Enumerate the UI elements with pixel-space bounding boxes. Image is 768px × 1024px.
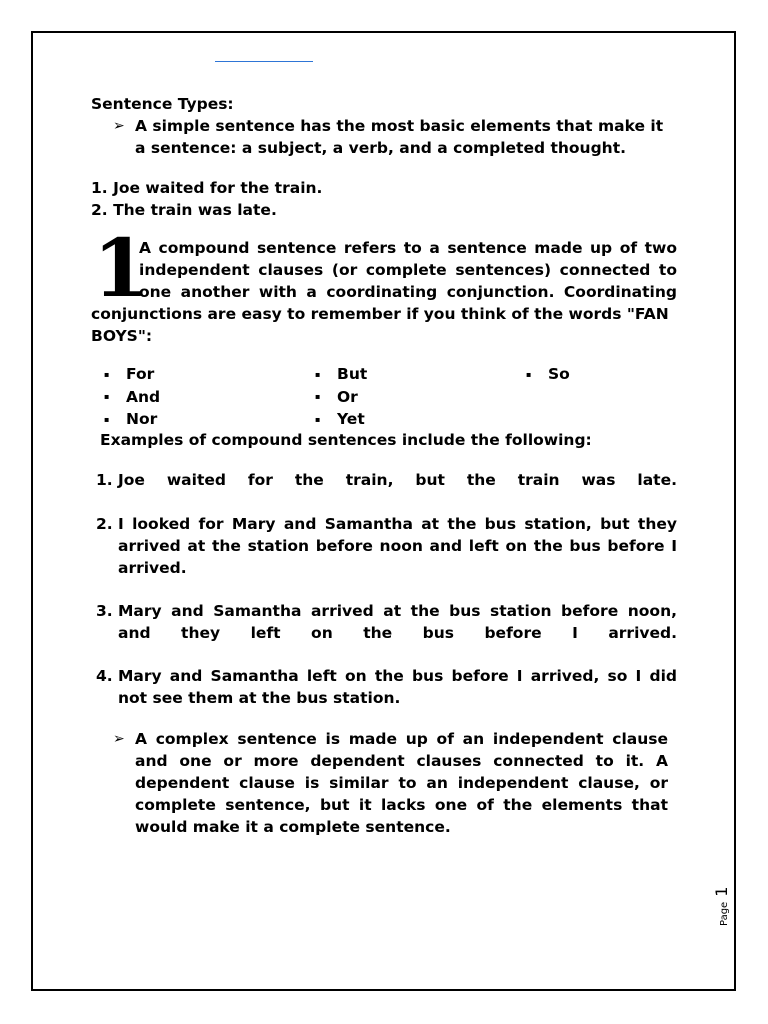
hyperlink-underline[interactable] — [215, 61, 313, 62]
square-bullet-icon: ▪ — [104, 369, 110, 379]
list-item: ▪ For — [104, 363, 160, 386]
compound-text-rest: conjunctions are easy to remember if you think of the words "FAN BOYS": — [91, 305, 669, 345]
square-bullet-icon: ▪ — [315, 392, 321, 401]
drop-cap: 1 — [93, 221, 149, 315]
simple-sentence-text: A simple sentence has the most basic elements that make it a sentence: a subject, a verb, and a completed thought. — [135, 117, 664, 157]
examples-intro: Examples of compound sentences include the following: — [100, 431, 592, 449]
list-item: ▪ Or — [315, 386, 367, 409]
page-number — [712, 887, 731, 927]
page-number-value: 1 — [712, 886, 731, 897]
fanboys-column-2 — [315, 363, 367, 431]
example-text: I looked for Mary and Samantha at the bus station, but they arrived at the station before noon and left on the bus before I arrived. — [118, 515, 677, 577]
square-bullet-icon: ▪ — [526, 369, 532, 379]
list-item: ▪ Yet — [315, 408, 367, 431]
arrow-bullet-icon: ➢ — [113, 731, 125, 747]
example-text: Mary and Samantha arrived at the bus station before noon, and they left on the bus before I arrived. — [118, 602, 677, 642]
fanboys-column-1 — [104, 363, 160, 431]
list-item: ▪ So — [526, 363, 570, 386]
example-number: 4. — [96, 667, 113, 685]
example-text: Mary and Samantha left on the bus before I arrived, so I did not see them at the bus station. — [118, 667, 677, 707]
example-number: 1. — [96, 471, 113, 489]
fanboys-column-3 — [526, 363, 570, 386]
compound-line-1: A compound sentence refers to a sentence made up of two — [139, 239, 677, 257]
square-bullet-icon: ▪ — [315, 414, 321, 424]
arrow-bullet-icon: ➢ — [113, 118, 125, 134]
compound-line-2: independent clauses (or complete sentences) connected to — [139, 261, 677, 279]
square-bullet-icon: ▪ — [104, 392, 110, 401]
example-number: 3. — [96, 602, 113, 620]
list-item: ▪ And — [104, 386, 160, 409]
page-label: Page — [719, 901, 730, 926]
simple-example-2: 2. The train was late. — [91, 201, 277, 219]
simple-example-1: 1. Joe waited for the train. — [91, 179, 323, 197]
page-border — [31, 31, 736, 991]
complex-sentence-text: A complex sentence is made up of an independent clause and one or more dependent clauses connected to it. A dependent clause is similar to an independent clause, or complete sentence, but it lacks one of the elements that would make it a complete sentence. — [135, 730, 668, 836]
list-item: ▪ But — [315, 363, 367, 386]
section-heading: Sentence Types: — [91, 95, 234, 113]
compound-line-3: one another with a coordinating conjunction. Coordinating — [139, 283, 677, 301]
example-number: 2. — [96, 515, 113, 533]
square-bullet-icon: ▪ — [104, 414, 110, 424]
list-item: ▪ Nor — [104, 408, 160, 431]
square-bullet-icon: ▪ — [315, 369, 321, 379]
example-text: Joe waited for the train, but the train was late. — [118, 471, 677, 489]
